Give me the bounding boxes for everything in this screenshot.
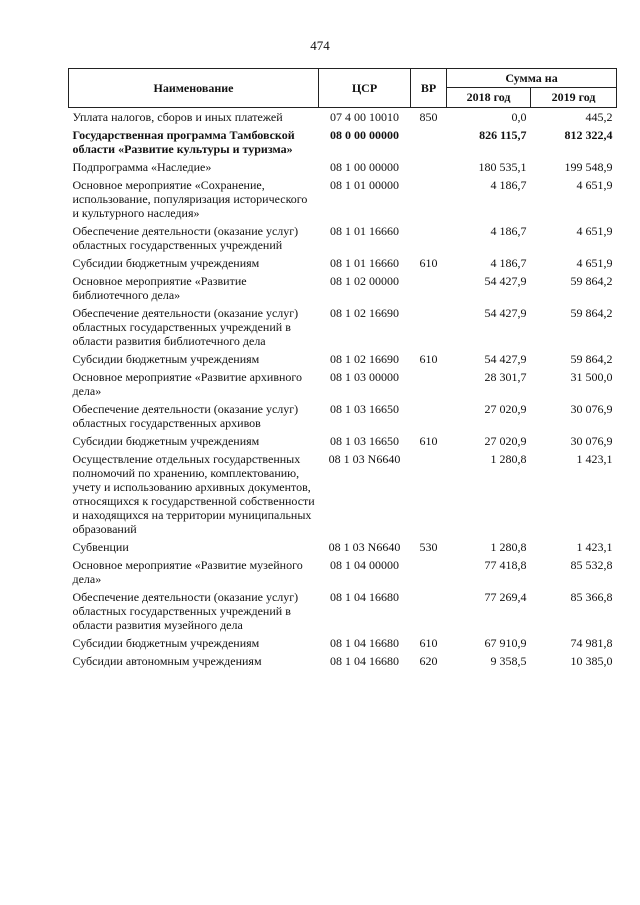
row-name: Основное мероприятие «Развитие библиотечного дела» (72, 274, 247, 302)
table-row (69, 158, 617, 176)
row-value-2019: 4 651,9 (576, 224, 613, 238)
table-row (69, 450, 617, 538)
table-row (69, 176, 617, 222)
row-value-2019: 85 366,8 (570, 590, 613, 604)
row-value-2019: 1 423,1 (576, 452, 613, 466)
row-vr: 620 (419, 654, 438, 668)
row-csr: 08 1 01 00000 (330, 178, 399, 192)
row-name: Субсидии автономным учреждениям (72, 654, 262, 668)
row-vr: 610 (419, 352, 438, 366)
row-name: Обеспечение деятельности (оказание услуг) областных государственных учреждений в области развития библиотечного дела (72, 306, 299, 348)
row-value-2018: 27 020,9 (484, 402, 527, 416)
row-value-2018: 4 186,7 (490, 256, 527, 270)
header-year-2019: 2019 год (531, 88, 617, 108)
row-vr: 610 (419, 256, 438, 270)
row-vr (411, 588, 447, 634)
table-row (69, 634, 617, 652)
row-csr: 08 1 03 00000 (330, 370, 399, 384)
table-row (69, 126, 617, 158)
row-value-2019: 1 423,1 (576, 540, 613, 554)
table-row (69, 588, 617, 634)
table-body (69, 108, 617, 671)
table-row (69, 304, 617, 350)
row-csr: 08 1 03 N6640 (328, 452, 401, 466)
row-csr: 08 1 03 16650 (330, 402, 399, 416)
row-value-2019: 74 981,8 (570, 636, 613, 650)
row-csr: 08 1 02 00000 (330, 274, 399, 288)
row-csr: 08 1 02 16690 (330, 352, 399, 366)
row-vr (411, 126, 447, 158)
row-vr: 530 (419, 540, 438, 554)
row-value-2018: 77 418,8 (484, 558, 527, 572)
page-number: 474 (310, 38, 330, 53)
budget-table (68, 68, 617, 670)
row-csr: 08 1 04 00000 (330, 558, 399, 572)
row-value-2019: 10 385,0 (570, 654, 613, 668)
row-name: Основное мероприятие «Сохранение, использование, популяризация исторического и культурного наследия» (72, 178, 308, 220)
row-vr (411, 272, 447, 304)
row-value-2019: 59 864,2 (570, 274, 613, 288)
row-vr: 850 (419, 110, 438, 124)
table-row (69, 432, 617, 450)
table-row (69, 652, 617, 670)
row-value-2018: 4 186,7 (490, 224, 527, 238)
table-row (69, 400, 617, 432)
row-name: Субсидии бюджетным учреждениям (72, 434, 260, 448)
row-value-2019: 30 076,9 (570, 434, 613, 448)
row-value-2019: 445,2 (585, 110, 613, 124)
row-vr (411, 450, 447, 538)
header-csr: ЦСР (319, 69, 411, 108)
row-vr (411, 222, 447, 254)
table-row (69, 254, 617, 272)
row-name: Субсидии бюджетным учреждениям (72, 636, 260, 650)
header-year-2018: 2018 год (447, 88, 531, 108)
row-name: Осуществление отдельных государственных полномочий по хранению, комплектованию, учету и использованию архивных документов, относящихся к государственной собственности и находящихся на территории муниципальных образований (72, 452, 315, 536)
row-csr: 08 1 03 N6640 (328, 540, 401, 554)
row-vr: 610 (419, 636, 438, 650)
row-name: Основное мероприятие «Развитие архивного дела» (72, 370, 303, 398)
row-value-2019: 59 864,2 (570, 352, 613, 366)
row-vr (411, 304, 447, 350)
row-vr: 610 (419, 434, 438, 448)
row-vr (411, 556, 447, 588)
row-name: Субсидии бюджетным учреждениям (72, 352, 260, 366)
row-csr: 08 0 00 00000 (330, 128, 399, 142)
row-csr: 08 1 01 16660 (330, 256, 399, 270)
table-row (69, 538, 617, 556)
table-row (69, 108, 617, 127)
row-name: Субвенции (72, 540, 129, 554)
header-vr: ВР (411, 69, 447, 108)
row-name: Обеспечение деятельности (оказание услуг) областных государственных архивов (72, 402, 299, 430)
row-csr: 08 1 04 16680 (330, 654, 399, 668)
table-row (69, 222, 617, 254)
row-csr: 08 1 04 16680 (330, 590, 399, 604)
row-value-2019: 30 076,9 (570, 402, 613, 416)
row-value-2018: 54 427,9 (484, 274, 527, 288)
row-name: Основное мероприятие «Развитие музейного дела» (72, 558, 303, 586)
row-value-2018: 180 535,1 (478, 160, 527, 174)
row-csr: 07 4 00 10010 (330, 110, 399, 124)
row-vr (411, 158, 447, 176)
row-value-2018: 54 427,9 (484, 306, 527, 320)
header-sum: Сумма на (447, 69, 617, 88)
row-value-2018: 0,0 (511, 110, 527, 124)
row-value-2018: 67 910,9 (484, 636, 527, 650)
row-value-2019: 4 651,9 (576, 256, 613, 270)
row-csr: 08 1 00 00000 (330, 160, 399, 174)
table-header (69, 69, 617, 108)
row-value-2018: 27 020,9 (484, 434, 527, 448)
row-csr: 08 1 01 16660 (330, 224, 399, 238)
row-value-2019: 59 864,2 (570, 306, 613, 320)
row-value-2018: 4 186,7 (490, 178, 527, 192)
row-value-2018: 54 427,9 (484, 352, 527, 366)
row-name: Обеспечение деятельности (оказание услуг) областных государственных учреждений (72, 224, 299, 252)
row-value-2018: 28 301,7 (484, 370, 527, 384)
row-name: Подпрограмма «Наследие» (72, 160, 212, 174)
table-row (69, 368, 617, 400)
row-csr: 08 1 04 16680 (330, 636, 399, 650)
row-value-2019: 85 532,8 (570, 558, 613, 572)
row-vr (411, 176, 447, 222)
row-value-2018: 826 115,7 (479, 128, 527, 142)
row-vr (411, 400, 447, 432)
row-csr: 08 1 03 16650 (330, 434, 399, 448)
row-csr: 08 1 02 16690 (330, 306, 399, 320)
row-value-2019: 199 548,9 (564, 160, 613, 174)
row-vr (411, 368, 447, 400)
row-value-2019: 812 322,4 (564, 128, 613, 142)
table-row (69, 350, 617, 368)
row-name: Обеспечение деятельности (оказание услуг) областных государственных учреждений в области развития музейного дела (72, 590, 299, 632)
row-value-2019: 31 500,0 (570, 370, 613, 384)
row-name: Уплата налогов, сборов и иных платежей (72, 110, 283, 124)
header-name: Наименование (69, 69, 319, 108)
table-row (69, 272, 617, 304)
row-name: Государственная программа Тамбовской области «Развитие культуры и туризма» (72, 128, 295, 156)
row-value-2018: 77 269,4 (484, 590, 527, 604)
table-row (69, 556, 617, 588)
row-name: Субсидии бюджетным учреждениям (72, 256, 260, 270)
row-value-2018: 9 358,5 (490, 654, 527, 668)
row-value-2018: 1 280,8 (490, 452, 527, 466)
row-value-2018: 1 280,8 (490, 540, 527, 554)
row-value-2019: 4 651,9 (576, 178, 613, 192)
